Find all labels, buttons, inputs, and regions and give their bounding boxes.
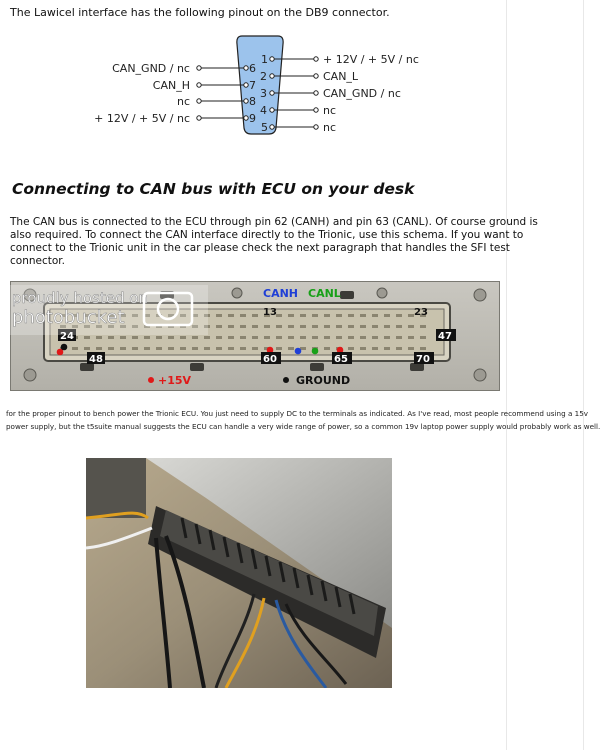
db9-right-label-4: nc bbox=[323, 121, 337, 134]
db9-right-label-2: CAN_GND / nc bbox=[323, 87, 401, 100]
db9-left-label-1: CAN_H bbox=[152, 79, 190, 92]
db9-pin-1: 1 bbox=[261, 53, 268, 66]
canh-label: CANH bbox=[263, 287, 298, 300]
db9-left-label-0: CAN_GND / nc bbox=[112, 62, 190, 75]
db9-right-label-0: + 12V / + 5V / nc bbox=[323, 53, 419, 66]
ecu-pin-23: 23 bbox=[414, 307, 428, 318]
ecu-connector-photo bbox=[10, 281, 500, 391]
canl-label: CANL bbox=[308, 287, 341, 300]
ecu-bench-photo bbox=[86, 458, 392, 688]
db9-left-label-2: nc bbox=[176, 95, 190, 108]
ecu-pin-48: 48 bbox=[89, 354, 103, 365]
db9-left-label-3: + 12V / + 5V / nc bbox=[94, 112, 190, 125]
ground-label: GROUND bbox=[296, 374, 351, 387]
ecu-pin-65: 65 bbox=[334, 354, 348, 365]
page-edge bbox=[583, 0, 584, 750]
db9-pin-3: 3 bbox=[260, 87, 267, 100]
paragraph-line-4: connector. bbox=[10, 255, 65, 267]
db9-pinout-diagram bbox=[0, 0, 506, 178]
db9-right-label-3: nc bbox=[323, 104, 337, 117]
ecu-pin-70: 70 bbox=[416, 354, 430, 365]
db9-pin-4: 4 bbox=[260, 104, 267, 117]
photobucket-watermark bbox=[10, 285, 208, 335]
content-edge bbox=[506, 0, 507, 750]
caption-line-1: for the proper pinout to bench power the Trionic ECU. You just need to supply DC to the terminals as indicated. As I've read, most people recommend using a 15v bbox=[6, 409, 589, 418]
db9-pin-5: 5 bbox=[261, 121, 268, 134]
db9-pin-8: 8 bbox=[249, 95, 256, 108]
db9-pin-9: 9 bbox=[249, 112, 256, 125]
db9-pin-6: 6 bbox=[249, 62, 256, 75]
ecu-pin-24: 24 bbox=[60, 331, 74, 342]
db9-pin-7: 7 bbox=[249, 79, 256, 92]
paragraph-line-1: The CAN bus is connected to the ECU through pin 62 (CANH) and pin 63 (CANL). Of course ground is bbox=[10, 216, 538, 228]
ecu-pin-60: 60 bbox=[263, 354, 277, 365]
caption-line-2: power supply, but the t5suite manual suggests the ECU can handle a very wide range of power, so a common 19v laptop power supply would probably work as well. bbox=[6, 422, 601, 431]
watermark-top: proudly hosted on bbox=[12, 289, 148, 307]
section-heading: Connecting to CAN bus with ECU on your desk bbox=[12, 180, 415, 198]
intro-text: The Lawicel interface has the following pinout on the DB9 connector. bbox=[10, 6, 390, 19]
db9-right-label-1: CAN_L bbox=[323, 70, 359, 83]
watermark-brand: photobucket bbox=[12, 307, 125, 328]
paragraph-line-2: also required. To connect the CAN interface directly to the Trionic, use this schema. If you want to bbox=[10, 229, 524, 241]
ecu-pin-13: 13 bbox=[263, 307, 277, 318]
paragraph-line-3: connect to the Trionic unit in the car please check the next paragraph that handles the SFI test bbox=[10, 242, 510, 254]
power-label: +15V bbox=[158, 374, 192, 387]
ecu-pin-47: 47 bbox=[438, 331, 452, 342]
db9-pin-2: 2 bbox=[260, 70, 267, 83]
